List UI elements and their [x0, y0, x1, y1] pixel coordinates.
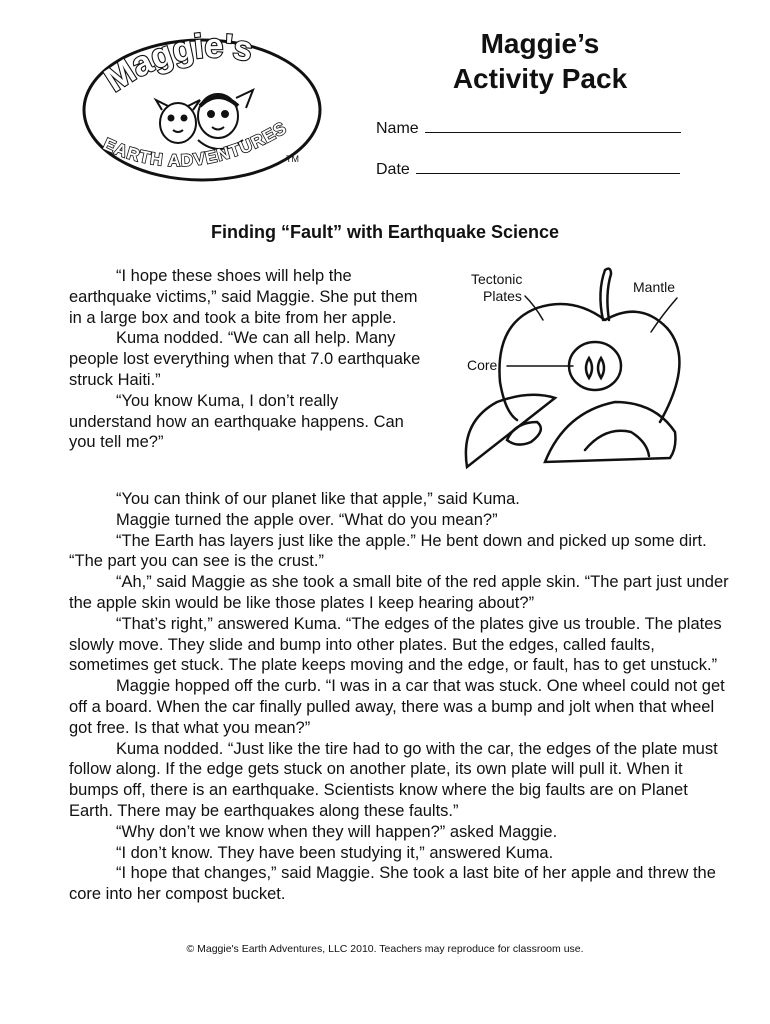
story-paragraph: Maggie hopped off the curb. “I was in a car that was stuck. One wheel could not get off a board. When the car finally pulled away, there was a bump and jolt when that wheel got free. Is that what you mean?”	[69, 677, 725, 737]
page-title	[400, 26, 680, 96]
apple-earth-diagram	[455, 262, 700, 478]
name-label: Name	[376, 120, 419, 137]
label-mantle: Mantle	[633, 279, 676, 295]
logo-trademark: TM	[286, 154, 299, 164]
story-paragraph: Kuma nodded. “Just like the tire had to go with the car, the edges of the plate must follow along. If the edge gets stuck on another plate, its own plate will pull it. When it bumps off, there is an earthquake. Scientists know where the big faults are on Planet Earth. There may be earthquakes along these faults.”	[69, 739, 718, 820]
date-label: Date	[376, 161, 410, 178]
story-heading: Finding “Fault” with Earthquake Science	[210, 222, 560, 242]
apple-core	[569, 342, 621, 390]
label-tectonic: Tectonic	[471, 271, 523, 287]
story-paragraph: “Ah,” said Maggie as she took a small bite of the red apple skin. “The part just under the apple skin would be like those plates I keep hearing about?”	[69, 573, 729, 612]
apple-stem	[600, 269, 611, 320]
mantle-pointer	[651, 298, 677, 332]
name-field	[376, 118, 681, 139]
label-core: Core	[467, 357, 498, 373]
story-paragraph: “I hope these shoes will help the earthquake victims,” said Maggie. She put them in a large box and took a bite from her apple.	[69, 267, 418, 327]
copyright-footer: © Maggie's Earth Adventures, LLC 2010. Teachers may reproduce for classroom use.	[186, 943, 584, 955]
story-paragraph: “You know Kuma, I don’t really understand how an earthquake happens. Can you tell me?”	[69, 391, 404, 452]
story-paragraph: “Why don’t we know when they will happen?” asked Maggie.	[116, 822, 558, 841]
label-plates: Plates	[483, 288, 522, 304]
story-paragraph: “I hope that changes,” said Maggie. She took a last bite of her apple and threw the core into her compost bucket.	[69, 864, 716, 904]
story-paragraph: “I don’t know. They have been studying it,” answered Kuma.	[116, 843, 554, 862]
page-title-line2: Activity Pack	[452, 63, 628, 94]
page-title-line1: Maggie’s	[480, 28, 600, 59]
logo-brand-top: Maggie's	[98, 28, 256, 100]
story-top-column	[69, 266, 424, 453]
story-paragraph: “That’s right,” answered Kuma. “The edges of the plates give us trouble. The plates slowly move. They slide and bump into other plates. But the edges, called faults, sometimes get stuck. The plate keeps moving and the edge, or fault, has to get unstuck.”	[69, 614, 722, 675]
logo-brand-bottom: EARTH ADVENTURES	[100, 118, 291, 171]
story-paragraph: “The Earth has layers just like the apple.” He bent down and picked up some dirt. “The part you can see is the crust.”	[69, 531, 707, 571]
story-paragraph: “You can think of our planet like that apple,” said Kuma.	[116, 490, 520, 508]
story-paragraph: Kuma nodded. “We can all help. Many people lost everything when that 7.0 earthquake struck Haiti.”	[69, 329, 421, 389]
story-main-column	[69, 489, 729, 905]
date-blank-line[interactable]	[416, 159, 680, 174]
name-blank-line[interactable]	[425, 118, 681, 133]
maggies-earth-adventures-logo	[78, 28, 328, 188]
date-field	[376, 159, 680, 180]
story-paragraph: Maggie turned the apple over. “What do you mean?”	[116, 510, 498, 529]
